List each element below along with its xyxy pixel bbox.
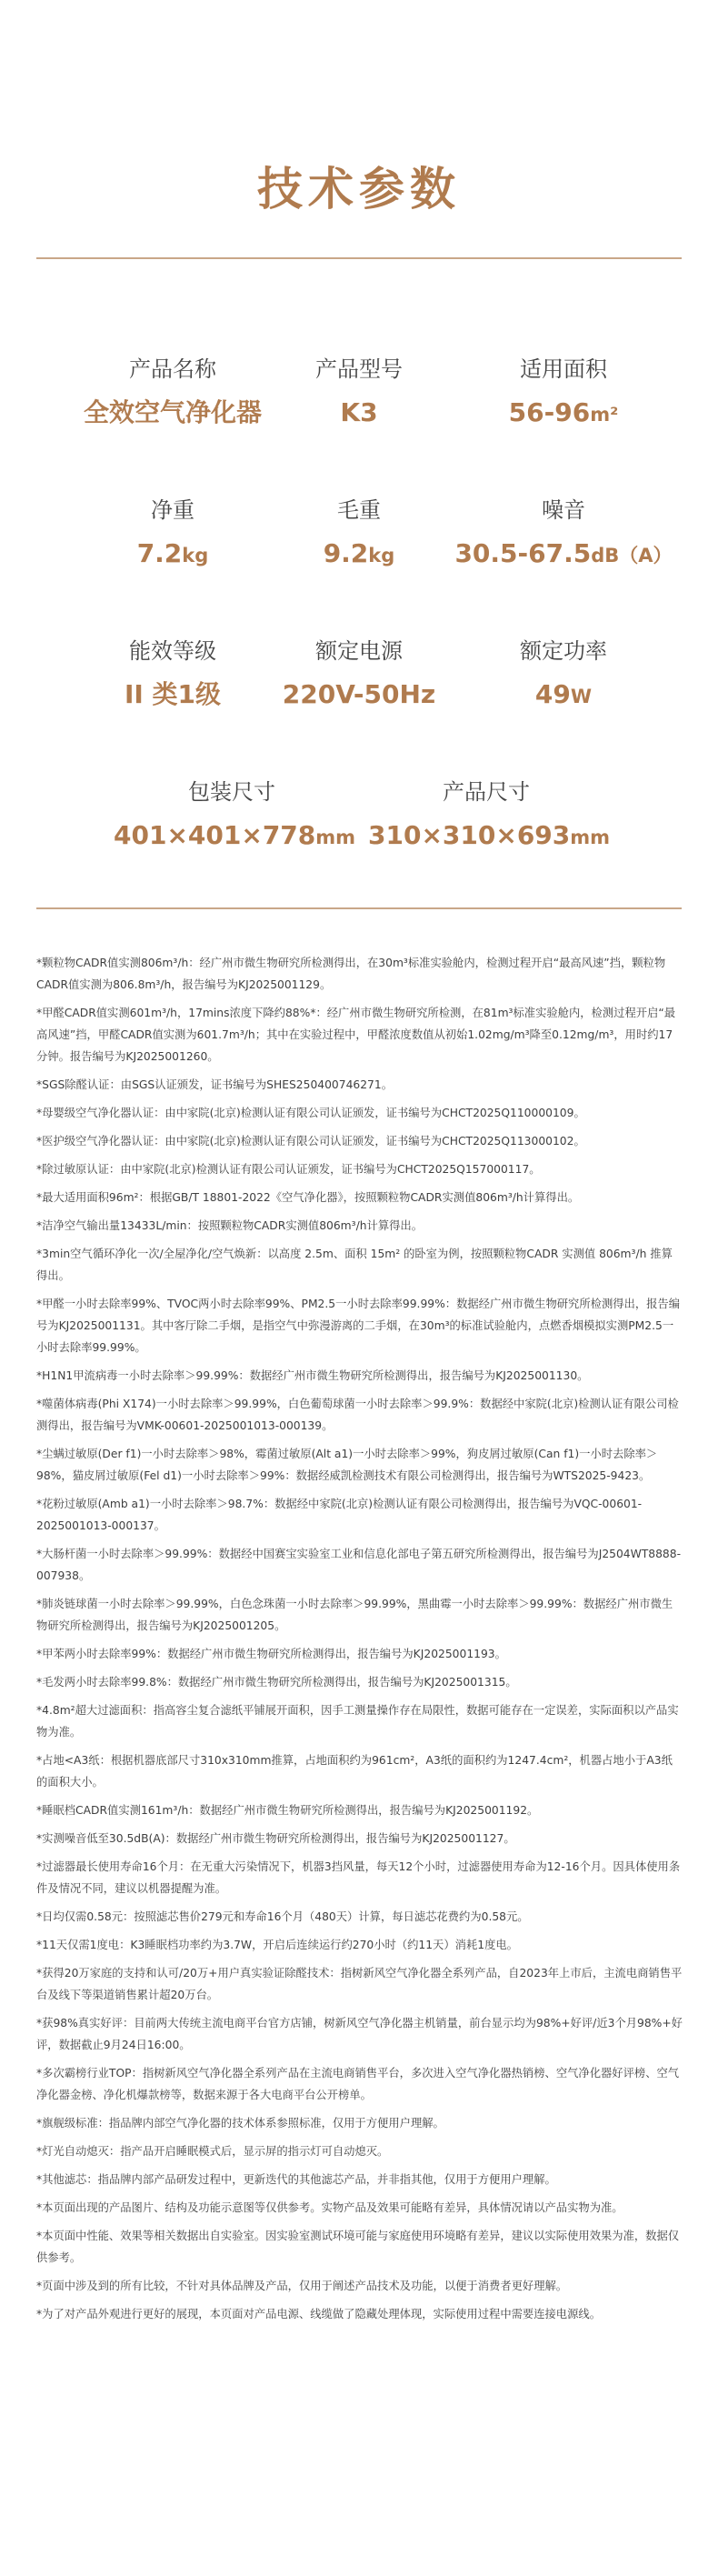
spec-item	[445, 636, 682, 715]
footnote: *甲苯两小时去除率99%：数据经广州市微生物研究所检测得出，报告编号为KJ2025001193。	[36, 1648, 506, 1660]
spec-value	[445, 536, 682, 574]
spec-value	[445, 677, 682, 715]
footnote: *灯光自动熄灭：指产品开启睡眠模式后，显示屏的指示灯可自动熄灭。	[36, 2145, 389, 2158]
spec-value-unit: dB（A）	[591, 545, 673, 566]
footnote: *洁净空气输出量13433L/min：按照颗粒物CADR实测值806m³/h计算得出。	[36, 1219, 424, 1232]
footnotes	[36, 952, 683, 2331]
spec-item	[445, 496, 682, 574]
footnote: *其他滤芯：指品牌内部产品研发过程中，更新迭代的其他滤芯产品，并非指其他，仅用于方便用户理解。	[36, 2173, 556, 2186]
spec-item	[445, 355, 682, 433]
spec-value	[445, 395, 682, 433]
footnote: *日均仅需0.58元：按照滤芯售价279元和寿命16个月（480天）计算，每日滤芯花费约为0.58元。	[36, 1910, 529, 1923]
spec-label: 适用面积	[520, 356, 607, 382]
spec-value-number: 310×310×693	[368, 820, 571, 850]
top-divider	[36, 257, 682, 259]
footnote: *为了对产品外观进行更好的展现，本页面对产品电源、线缆做了隐藏处理体现，实际使用过程中需要连接电源线。	[36, 2308, 601, 2320]
spec-label: 产品型号	[315, 356, 403, 382]
spec-value-number: 全效空气净化器	[83, 397, 262, 427]
spec-label: 噪音	[542, 497, 585, 523]
footnote: *实测噪音低至30.5dB(A)：数据经广州市微生物研究所检测得出，报告编号为KJ2025001127。	[36, 1832, 515, 1845]
footnote: *颗粒物CADR值实测806m³/h：经广州市微生物研究所检测得出，在30m³标准实验舱内，检测过程开启“最高风速”挡，颗粒物CADR值实测为806.8m³/h，报告编号为KJ2025001129。	[36, 957, 666, 991]
spec-value-number: K3	[340, 397, 378, 427]
footnote: *本页面出现的产品图片、结构及功能示意图等仅供参考。实物产品及效果可能略有差异，具体情况请以产品实物为准。	[36, 2201, 623, 2214]
spec-label: 净重	[151, 497, 194, 523]
spec-value-number: 30.5-67.5	[454, 538, 592, 568]
bottom-divider	[36, 907, 682, 909]
footnote: *过滤器最长使用寿命16个月：在无重大污染情况下，机器3挡风量，每天12个小时，过滤器使用寿命为12-16个月。因具体使用条件及情况不同，建议以机器提醒为准。	[36, 1860, 681, 1895]
spec-value-unit: kg	[368, 545, 395, 566]
footnote: *大肠杆菌一小时去除率＞99.99%：数据经中国赛宝实验室工业和信息化部电子第五研究所检测得出，报告编号为J2504WT8888-007938。	[36, 1548, 682, 1582]
spec-value-number: 220V-50Hz	[282, 679, 436, 709]
footnote: *甲醛CADR值实测601m³/h，17mins浓度下降约88%*：经广州市微生物研究所检测，在81m³标准实验舱内，检测过程开启“最高风速”挡，甲醛CADR值实测为601.7m³/h；其中在实验过程中，甲醛浓度数值从初始1.02mg/m³降至0.12mg/m³，用时约17分钟。报告编号为KJ2025001260。	[36, 1007, 676, 1063]
spec-value	[241, 677, 477, 713]
spec-item	[368, 777, 611, 856]
footnote: *最大适用面积96m²：根据GB/T 18801-2022《空气净化器》，按照颗粒物CADR实测值806m³/h计算得出。	[36, 1191, 580, 1204]
footnote: *花粉过敏原(Amb a1)一小时去除率＞98.7%：数据经中家院(北京)检测认证有限公司检测得出，报告编号为VQC-00601-2025001013-000137。	[36, 1498, 643, 1532]
spec-value	[368, 817, 611, 856]
footnote: *毛发两小时去除率99.8%：数据经广州市微生物研究所检测得出，报告编号为KJ2025001315。	[36, 1676, 517, 1689]
footnote: *4.8m²超大过滤面积：指高容尘复合滤纸平铺展开面积，因手工测量操作存在局限性，数据可能存在一定误差，实际面积以产品实物为准。	[36, 1704, 679, 1739]
footnote: *获得20万家庭的支持和认可/20万+用户真实验证除醛技术：指树新风空气净化器全系列产品，自2023年上市后，主流电商销售平台及线下等渠道销售累计超20万台。	[36, 1967, 683, 2001]
footnote: *肺炎链球菌一小时去除率＞99.99%，白色念珠菌一小时去除率＞99.99%，黑曲霉一小时去除率＞99.99%：数据经广州市微生物研究所检测得出，报告编号为KJ2025001205。	[36, 1598, 673, 1632]
footnote: *SGS除醛认证：由SGS认证颁发，证书编号为SHES250400746271。	[36, 1078, 393, 1091]
spec-value-number: II 类1级	[124, 679, 222, 709]
spec-label: 能效等级	[129, 638, 216, 664]
footnote: *母婴级空气净化器认证：由中家院(北京)检测认证有限公司认证颁发，证书编号为CHCT2025Q110000109。	[36, 1107, 585, 1119]
footnote: *甲醛一小时去除率99%、TVOC两小时去除率99%、PM2.5一小时去除率99.99%：数据经广州市微生物研究所检测得出，报告编号为KJ2025001131。其中客厅除二手烟，是指空气中弥漫游离的二手烟，在30m³的标准试验舱内，点燃香烟模拟实测PM2.5一小时去除率99.99%。	[36, 1298, 681, 1354]
spec-value-unit: m²	[590, 404, 619, 426]
footnote: *11天仅需1度电：K3睡眠档功率约为3.7W，开启后连续运行约270小时（约11天）消耗1度电。	[36, 1939, 518, 1951]
spec-item	[241, 636, 477, 713]
footnote: *多次霸榜行业TOP：指树新风空气净化器全系列产品在主流电商销售平台，多次进入空气净化器热销榜、空气净化器好评榜、空气净化器金榜、净化机爆款榜等，数据来源于各大电商平台公开榜单。	[36, 2067, 680, 2101]
spec-label: 包装尺寸	[188, 779, 275, 805]
page-title: 技术参数	[257, 163, 461, 216]
spec-value-number: 7.2	[136, 538, 183, 568]
spec-value-number: 401×401×778	[114, 820, 316, 850]
footnote: *获98%真实好评：目前两大传统主流电商平台官方店铺，树新风空气净化器主机销量，前台显示均为98%+好评/近3个月98%+好评，数据截止9月24日16:00。	[36, 2017, 683, 2051]
spec-value-number: 9.2	[323, 538, 369, 568]
footnote: *睡眠档CADR值实测161m³/h：数据经广州市微生物研究所检测得出，报告编号为KJ2025001192。	[36, 1804, 539, 1817]
spec-value-number: 56-96	[508, 397, 591, 427]
spec-label: 产品尺寸	[443, 779, 530, 805]
footnote: *旗舰级标准：指品牌内部空气净化器的技术体系参照标准，仅用于方便用户理解。	[36, 2117, 444, 2130]
footnote: *本页面中性能、效果等相关数据出自实验室。因实验室测试环境可能与家庭使用环境略有差异，建议以实际使用效果为准，数据仅供参考。	[36, 2230, 680, 2264]
spec-label: 额定功率	[520, 638, 607, 664]
spec-value-unit: W	[570, 686, 593, 707]
spec-item	[241, 355, 477, 431]
spec-label: 额定电源	[315, 638, 403, 664]
spec-value	[241, 395, 477, 431]
footnote: *医护级空气净化器认证：由中家院(北京)检测认证有限公司认证颁发，证书编号为CHCT2025Q113000102。	[36, 1135, 585, 1148]
spec-label: 毛重	[337, 497, 381, 523]
spec-value	[114, 817, 356, 856]
footnote: *尘螨过敏原(Der f1)一小时去除率＞98%，霉菌过敏原(Alt a1)一小时去除率＞99%，狗皮屑过敏原(Can f1)一小时去除率＞98%，猫皮屑过敏原(Fel d1)一小时去除率＞99%：数据经威凯检测技术有限公司检测得出，报告编号为WTS2025-9423。	[36, 1448, 658, 1482]
spec-value-unit: mm	[570, 827, 611, 848]
footnote: *页面中涉及到的所有比较，不针对具体品牌及产品，仅用于阐述产品技术及功能，以便于消费者更好理解。	[36, 2280, 568, 2292]
footnote: *噬菌体病毒(Phi X174)一小时去除率＞99.99%，白色葡萄球菌一小时去除率＞99.9%：数据经中家院(北京)检测认证有限公司检测得出，报告编号为VMK-00601-2025001013-000139。	[36, 1398, 679, 1432]
footnote: *占地<A3纸：根据机器底部尺寸310x310mm推算，占地面积约为961cm²，A3纸的面积约为1247.4cm²，机器占地小于A3纸的面积大小。	[36, 1754, 673, 1789]
footnote: *H1N1甲流病毒一小时去除率＞99.99%：数据经广州市微生物研究所检测得出，报告编号为KJ2025001130。	[36, 1369, 589, 1382]
footnote: *除过敏原认证：由中家院(北京)检测认证有限公司认证颁发，证书编号为CHCT2025Q157000117。	[36, 1163, 541, 1176]
spec-label: 产品名称	[129, 356, 216, 382]
footnote: *3min空气循环净化一次/全屋净化/空气焕新：以高度 2.5m、面积 15m² 的卧室为例，按照颗粒物CADR 实测值 806m³/h 推算得出。	[36, 1248, 673, 1282]
spec-value-unit: kg	[182, 545, 209, 566]
spec-item	[241, 496, 477, 574]
spec-value-number: 49	[534, 679, 571, 709]
spec-item	[114, 777, 356, 856]
spec-value	[241, 536, 477, 574]
spec-value-unit: mm	[315, 827, 356, 848]
